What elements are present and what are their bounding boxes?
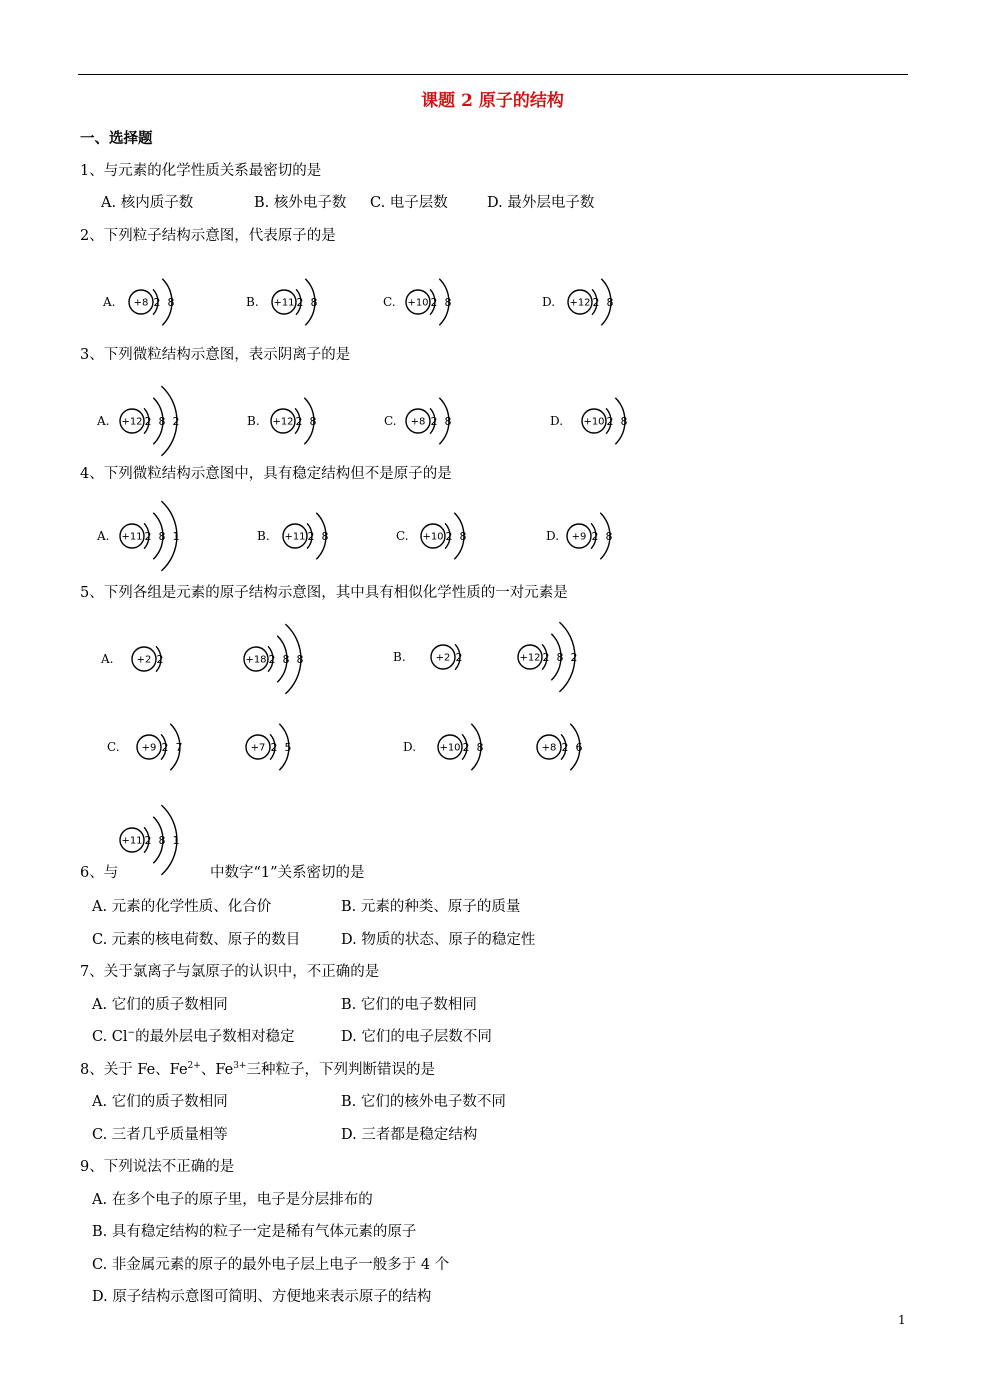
question-8-option-c: C. 三者几乎质量相等: [92, 1127, 228, 1143]
shell-electron-count: 2: [430, 296, 438, 309]
question-2-stem: 2、下列粒子结构示意图，代表原子的是: [80, 228, 336, 244]
shell-electron-count: 8: [459, 530, 467, 543]
option-label: A.: [101, 652, 114, 666]
shell-electron-count: 2: [570, 651, 578, 664]
shell-electron-count: 2: [144, 530, 152, 543]
question-9-option-b: B. 具有稳定结构的粒子一定是稀有气体元素的原子: [92, 1224, 417, 1240]
nucleus-charge: +10: [422, 531, 444, 543]
atom-diagram: [537, 724, 583, 771]
question-8-option-d: D. 三者都是稳定结构: [341, 1127, 478, 1143]
question-4-diagrams: [0, 490, 985, 580]
shell-electron-count: 8: [167, 296, 175, 309]
nucleus-charge: +8: [541, 742, 557, 754]
shell-electron-count: 2: [156, 653, 164, 666]
atom-diagram: [403, 724, 484, 771]
question-1-option-c: C. 电子层数: [370, 195, 448, 211]
question-8-option-a: A. 它们的质子数相同: [92, 1094, 228, 1110]
option-label: B.: [246, 295, 259, 309]
atom-diagram: [246, 724, 292, 771]
option-label: A.: [103, 295, 116, 309]
shell-electron-count: 8: [310, 296, 318, 309]
nucleus-charge: +11: [284, 531, 306, 543]
question-6-stem-start: 6、与: [80, 865, 119, 881]
question-1-option-d: D. 最外层电子数: [487, 195, 595, 211]
option-label: D.: [403, 740, 417, 754]
question-1-stem: 1、与元素的化学性质关系最密切的是: [80, 163, 322, 179]
atom-diagram: [96, 386, 180, 456]
shell-electron-count: 2: [307, 530, 315, 543]
shell-electron-count: 2: [268, 653, 276, 666]
option-c-prefix: C. Cl: [92, 1029, 128, 1045]
shell-electron-count: 8: [296, 653, 304, 666]
question-6-diagram: [0, 790, 260, 875]
atom-diagram: [107, 724, 183, 771]
question-3-diagrams: [0, 372, 985, 457]
nucleus-charge: +11: [121, 531, 143, 543]
shell-electron-count: 2: [144, 834, 152, 847]
nucleus-charge: +12: [519, 652, 541, 664]
nucleus-charge: +8: [410, 416, 426, 428]
nucleus-charge: +7: [250, 742, 266, 754]
page-title: 课题 2 原子的结构: [421, 91, 564, 111]
shell-electron-count: 8: [605, 530, 613, 543]
question-6-option-a: A. 元素的化学性质、化合价: [92, 899, 272, 915]
atom-diagram: [120, 805, 180, 875]
option-label: A.: [97, 414, 110, 428]
shell-electron-count: 1: [172, 530, 180, 543]
nucleus-charge: +12: [121, 416, 143, 428]
atom-diagram: [96, 501, 180, 571]
shell-electron-count: 2: [161, 741, 169, 754]
question-5-diagrams: [0, 608, 985, 788]
option-label: C.: [396, 529, 409, 543]
option-label: B.: [393, 650, 406, 664]
question-9-option-c: C. 非金属元素的原子的最外电子层上电子一般多于 4 个: [92, 1257, 450, 1273]
question-9-option-a: A. 在多个电子的原子里，电子是分层排布的: [92, 1192, 373, 1208]
question-6-option-b: B. 元素的种类、原子的质量: [341, 899, 521, 915]
atom-diagram: [257, 513, 329, 560]
atom-diagram: [550, 398, 628, 445]
nucleus-charge: +2: [136, 654, 152, 666]
nucleus-charge: +10: [439, 742, 461, 754]
shell-electron-count: 1: [172, 834, 180, 847]
shell-electron-count: 2: [270, 741, 278, 754]
fe2-charge: 2+: [187, 1061, 201, 1071]
stem-part-1: 8、关于 Fe、Fe: [80, 1062, 188, 1078]
nucleus-charge: +12: [569, 297, 591, 309]
shell-electron-count: 8: [620, 415, 628, 428]
option-label: D.: [546, 529, 560, 543]
nucleus-charge: +10: [407, 297, 429, 309]
nucleus-charge: +8: [133, 297, 149, 309]
shell-electron-count: 2: [606, 415, 614, 428]
option-label: C.: [383, 295, 396, 309]
nucleus-charge: +18: [245, 654, 267, 666]
shell-electron-count: 8: [606, 296, 614, 309]
question-1-option-a: A. 核内质子数: [101, 195, 194, 211]
question-9-option-d: D. 原子结构示意图可简明、方便地来表示原子的结构: [92, 1289, 432, 1305]
question-1-option-b: B. 核外电子数: [254, 195, 347, 211]
shell-electron-count: 2: [542, 651, 550, 664]
shell-electron-count: 8: [444, 415, 452, 428]
shell-electron-count: 8: [321, 530, 329, 543]
atom-diagram: [542, 279, 614, 326]
atom-diagram: [546, 513, 613, 560]
atom-diagram: [384, 398, 452, 445]
shell-electron-count: 2: [561, 741, 569, 754]
option-c-rest: 的最外层电子数相对稳定: [135, 1029, 295, 1045]
question-4-stem: 4、下列微粒结构示意图中，具有稳定结构但不是原子的是: [80, 466, 452, 482]
shell-electron-count: 7: [175, 741, 183, 754]
question-3-stem: 3、下列微粒结构示意图，表示阴离子的是: [80, 347, 351, 363]
shell-electron-count: 8: [158, 530, 166, 543]
nucleus-charge: +12: [272, 416, 294, 428]
question-8-option-b: B. 它们的核外电子数不同: [341, 1094, 506, 1110]
nucleus-charge: +2: [435, 652, 451, 664]
nucleus-charge: +9: [141, 742, 157, 754]
nucleus-charge: +9: [571, 531, 587, 543]
fe3-charge: 3+: [233, 1061, 247, 1071]
shell-electron-count: 2: [445, 530, 453, 543]
question-5-stem: 5、下列各组是元素的原子结构示意图，其中具有相似化学性质的一对元素是: [80, 585, 568, 601]
option-label: B.: [257, 529, 270, 543]
atom-diagram: [247, 398, 317, 445]
option-label: C.: [107, 740, 120, 754]
page-number: 1: [898, 1313, 906, 1327]
shell-electron-count: 2: [295, 415, 303, 428]
shell-electron-count: 6: [575, 741, 583, 754]
shell-electron-count: 8: [476, 741, 484, 754]
section-heading: 一、选择题: [80, 130, 153, 147]
chloride-charge: −: [127, 1028, 136, 1038]
stem-part-2: 、Fe: [200, 1062, 234, 1078]
shell-electron-count: 5: [284, 741, 292, 754]
atom-diagram: [244, 624, 304, 694]
question-7-option-a: A. 它们的质子数相同: [92, 997, 228, 1013]
atom-diagram: [396, 513, 467, 560]
atom-diagram: [100, 646, 164, 671]
shell-electron-count: 8: [158, 834, 166, 847]
shell-electron-count: 2: [296, 296, 304, 309]
shell-electron-count: 2: [172, 415, 180, 428]
nucleus-charge: +11: [121, 835, 143, 847]
question-7-option-c: [92, 1030, 295, 1045]
stem-part-3: 三种粒子，下列判断错误的是: [246, 1062, 435, 1078]
option-label: D.: [542, 295, 556, 309]
shell-electron-count: 8: [444, 296, 452, 309]
atom-diagram: [393, 644, 463, 669]
shell-electron-count: 8: [158, 415, 166, 428]
shell-electron-count: 2: [430, 415, 438, 428]
question-7-option-d: D. 它们的电子层数不同: [341, 1029, 492, 1045]
atom-diagram: [518, 622, 578, 692]
option-label: B.: [247, 414, 260, 428]
question-6-stem-end: 中数字“1”关系密切的是: [210, 865, 365, 881]
question-9-stem: 9、下列说法不正确的是: [80, 1159, 235, 1175]
header-rule: [78, 74, 908, 75]
option-label: A.: [97, 529, 110, 543]
atom-diagram: [383, 279, 452, 326]
question-7-stem: 7、关于氯离子与氯原子的认识中，不正确的是: [80, 964, 380, 980]
atom-diagram: [102, 279, 175, 326]
shell-electron-count: 2: [455, 651, 463, 664]
question-2-diagrams: [0, 255, 985, 340]
option-label: C.: [384, 414, 397, 428]
question-6-option-d: D. 物质的状态、原子的稳定性: [341, 932, 536, 948]
shell-electron-count: 2: [462, 741, 470, 754]
nucleus-charge: +10: [583, 416, 605, 428]
shell-electron-count: 8: [309, 415, 317, 428]
shell-electron-count: 2: [153, 296, 161, 309]
nucleus-charge: +11: [273, 297, 295, 309]
shell-electron-count: 2: [592, 296, 600, 309]
shell-electron-count: 8: [556, 651, 564, 664]
shell-electron-count: 2: [144, 415, 152, 428]
shell-electron-count: 8: [282, 653, 290, 666]
question-7-option-b: B. 它们的电子数相同: [341, 997, 477, 1013]
atom-diagram: [246, 279, 318, 326]
question-8-stem: [80, 1063, 435, 1078]
question-6-option-c: C. 元素的核电荷数、原子的数目: [92, 932, 301, 948]
shell-electron-count: 2: [591, 530, 599, 543]
option-label: D.: [550, 414, 564, 428]
